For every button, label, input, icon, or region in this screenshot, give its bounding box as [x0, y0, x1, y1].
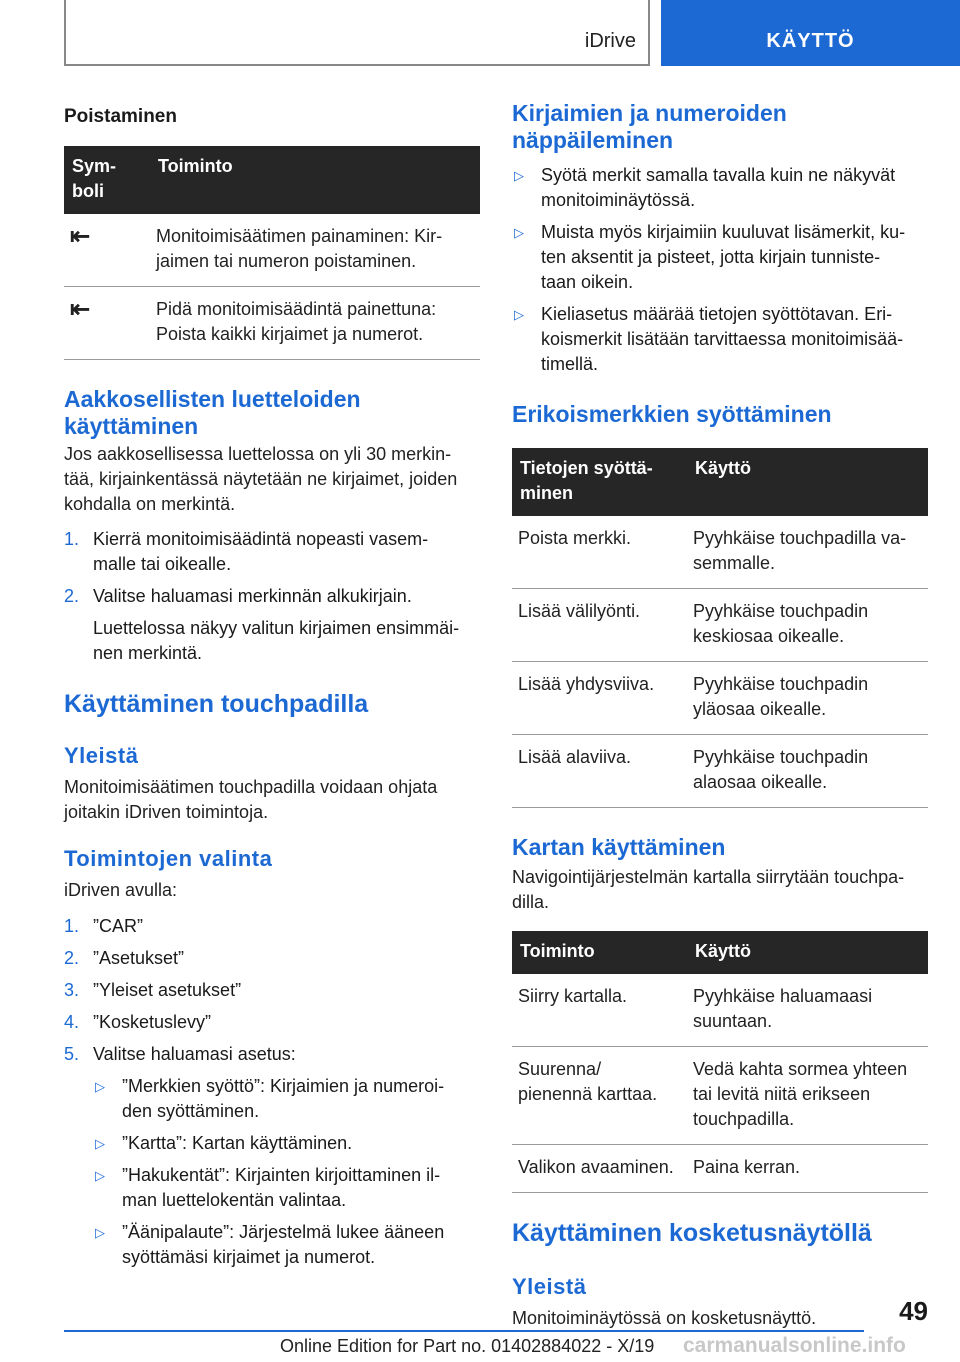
table-row: [64, 287, 480, 360]
list-item: [93, 1131, 480, 1156]
table-cell: Monitoimisäätimen painaminen: Kir- jaimen tai numeron poistaminen.: [150, 214, 480, 287]
triangle-bullet-icon: ▷: [95, 1136, 105, 1151]
table-row: [512, 1145, 928, 1193]
setting-options: [93, 1074, 480, 1270]
bullet-text: Muista myös kirjaimiin kuuluvat lisämerkit, ku- ten aksentit ja pisteet, jotta kirjain tunniste- taan oikein.: [541, 222, 906, 292]
table-row: [512, 735, 928, 808]
table-row: [512, 516, 928, 589]
list-item: [93, 1220, 480, 1270]
special-chars-heading: Erikoismerkkien syöttäminen: [512, 401, 832, 427]
step-number: 5.: [64, 1044, 80, 1064]
step-number: 2.: [64, 948, 80, 968]
table-cell: Pyyhkäise touchpadin keskiosaa oikealle.: [687, 589, 928, 662]
right-column: [512, 100, 928, 1331]
touchscreen-general-heading: Yleistä: [512, 1274, 587, 1299]
touchscreen-general-body: Monitoiminäytössä on kosketusnäyttö.: [512, 1308, 817, 1328]
footer-edition: Online Edition for Part no. 01402884022 - X/19: [280, 1336, 655, 1356]
table-cell: Pyyhkäise touchpadilla va- semmalle.: [687, 516, 928, 589]
function-select-intro: iDriven avulla:: [64, 880, 178, 900]
function-select-heading: Toimintojen valinta: [64, 846, 273, 871]
usage-header: Käyttö: [687, 931, 928, 974]
header-section-label: iDrive: [584, 30, 636, 52]
table-cell: Paina kerran.: [687, 1145, 928, 1193]
triangle-bullet-icon: ▷: [95, 1079, 105, 1094]
symbol-table-header: [64, 146, 480, 214]
step-text: ”Asetukset”: [93, 948, 185, 968]
step-number: 2.: [64, 586, 80, 606]
list-item: [64, 946, 480, 971]
left-column: [64, 100, 480, 1277]
step-number: 3.: [64, 980, 80, 1000]
step-text: Valitse haluamasi merkinnän alkukirjain.: [93, 586, 412, 606]
step-number: 1.: [64, 916, 80, 936]
table-row: [64, 214, 480, 287]
list-item: [64, 1042, 480, 1067]
alpha-continuation: Luettelossa näkyy valitun kirjaimen ensimmäi- nen merkintä.: [93, 618, 460, 663]
touchpad-general-body: Monitoimisäätimen touchpadilla voidaan ohjata joitakin iDriven toimintoja.: [64, 777, 438, 822]
special-chars-table: [512, 448, 928, 808]
map-table-header: [512, 931, 928, 974]
page-number: 49: [899, 1296, 928, 1326]
touchscreen-heading: Käyttäminen kosketusnäytöllä: [512, 1219, 872, 1247]
delete-subtitle: Poistaminen: [64, 106, 177, 127]
map-heading: Kartan käyttäminen: [512, 834, 726, 860]
list-item: [512, 302, 928, 377]
table-cell: Suurenna/ pienennä karttaa.: [512, 1047, 687, 1145]
table-cell: Poista merkki.: [512, 516, 687, 589]
watermark-logo: carmanualsonline.info: [683, 1334, 906, 1357]
step-text: Valitse haluamasi asetus:: [93, 1044, 296, 1064]
list-item: [512, 220, 928, 295]
letters-heading: Kirjaimien ja numeroiden näppäileminen: [512, 100, 787, 153]
letters-bullets: [512, 163, 928, 377]
step-number: 4.: [64, 1012, 80, 1032]
header-tab: [661, 0, 960, 66]
delete-all-icon: ⇤: [64, 287, 150, 360]
triangle-bullet-icon: ▷: [514, 307, 524, 322]
touchpad-general-heading: Yleistä: [64, 743, 139, 768]
symbol-header: Sym- boli: [64, 146, 150, 214]
step-number: 1.: [64, 529, 80, 549]
footer-divider: [64, 1330, 864, 1332]
bullet-text: Kieliasetus määrää tietojen syöttötavan. Eri- koismerkit lisätään tarvittaessa monitoimisää- timellä.: [541, 304, 904, 374]
table-cell: Vedä kahta sormea yhteen tai levitä niitä erikseen touchpadilla.: [687, 1047, 928, 1145]
list-item: [64, 527, 480, 577]
step-text: ”Kosketuslevy”: [93, 1012, 212, 1032]
delete-icon: ⇤: [64, 214, 150, 287]
list-item: [64, 584, 480, 609]
map-body: Navigointijärjestelmän kartalla siirrytään touchpa- dilla.: [512, 867, 905, 912]
table-cell: Pidä monitoimisäädintä painettuna: Poista kaikki kirjaimet ja numerot.: [150, 287, 480, 360]
list-item: [93, 1074, 480, 1124]
step-text: ”Yleiset asetukset”: [93, 980, 242, 1000]
table-cell: Pyyhkäise touchpadin alaosaa oikealle.: [687, 735, 928, 808]
option-text: ”Hakukentät”: Kirjainten kirjoittaminen il- man luettelokentän valintaa.: [122, 1165, 441, 1210]
table-row: [512, 974, 928, 1047]
list-item: [64, 1010, 480, 1035]
input-header: Tietojen syöttä- minen: [512, 448, 687, 516]
usage-header: Käyttö: [687, 448, 928, 516]
alpha-steps: [64, 527, 480, 609]
triangle-bullet-icon: ▷: [95, 1225, 105, 1240]
table-cell: Pyyhkäise touchpadin yläosaa oikealle.: [687, 662, 928, 735]
map-table: [512, 931, 928, 1193]
alpha-lists-heading: Aakkosellisten luetteloiden käyttäminen: [64, 386, 361, 439]
bullet-text: Syötä merkit samalla tavalla kuin ne näkyvät monitoiminäytössä.: [541, 165, 896, 210]
option-text: ”Kartta”: Kartan käyttäminen.: [122, 1133, 353, 1153]
table-cell: Valikon avaaminen.: [512, 1145, 687, 1193]
step-text: ”CAR”: [93, 916, 143, 936]
option-text: ”Äänipalaute”: Järjestelmä lukee ääneen syöttämäsi kirjaimet ja numerot.: [122, 1222, 445, 1267]
table-cell: Lisää yhdysviiva.: [512, 662, 687, 735]
triangle-bullet-icon: ▷: [95, 1168, 105, 1183]
list-item: [512, 163, 928, 213]
function-header: Toiminto: [512, 931, 687, 974]
table-cell: Siirry kartalla.: [512, 974, 687, 1047]
touchpad-heading: Käyttäminen touchpadilla: [64, 690, 369, 718]
list-item: [64, 914, 480, 939]
step-text: Kierrä monitoimisäädintä nopeasti vasem- malle tai oikealle.: [93, 529, 429, 574]
option-text: ”Merkkien syöttö”: Kirjaimien ja numeroi- den syöttäminen.: [122, 1076, 445, 1121]
special-table-header: [512, 448, 928, 516]
triangle-bullet-icon: ▷: [514, 168, 524, 183]
table-cell: Lisää välilyönti.: [512, 589, 687, 662]
table-cell: Pyyhkäise haluamaasi suuntaan.: [687, 974, 928, 1047]
table-cell: Lisää alaviiva.: [512, 735, 687, 808]
table-row: [512, 662, 928, 735]
table-row: [512, 1047, 928, 1145]
triangle-bullet-icon: ▷: [514, 225, 524, 240]
select-steps: [64, 914, 480, 1067]
list-item: [64, 978, 480, 1003]
header-tab-label: KÄYTTÖ: [766, 30, 855, 52]
list-item: [93, 1163, 480, 1213]
alpha-lists-body: Jos aakkosellisessa luettelossa on yli 30 merkin- tää, kirjainkentässä näytetään ne kirjaimet, joiden kohdalla on merkintä.: [64, 444, 458, 514]
symbol-table: [64, 146, 480, 360]
function-header: Toiminto: [150, 146, 480, 214]
table-row: [512, 589, 928, 662]
